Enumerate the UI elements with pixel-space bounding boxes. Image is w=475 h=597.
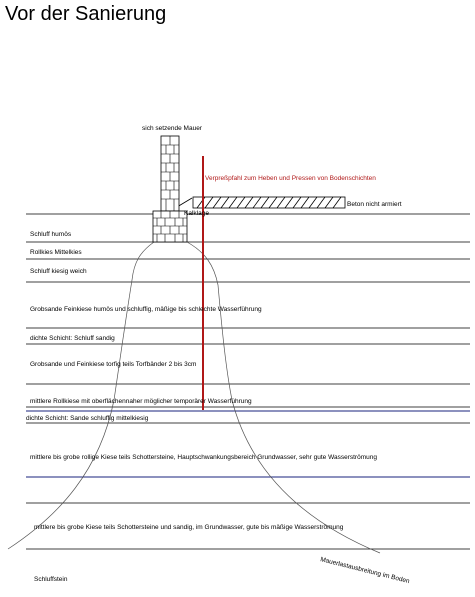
limestone-label: Kalklage <box>184 210 209 217</box>
concrete-label: Beton nicht armiert <box>347 201 402 208</box>
concrete-slab <box>172 197 345 210</box>
layer-label: dichte Schicht: Schluff sandig <box>30 335 115 342</box>
layer-boundaries <box>26 214 470 549</box>
wall-label: sich setzende Mauer <box>142 125 202 132</box>
layer-label: Schluffstein <box>34 576 68 583</box>
layer-label: mittlere bis grobe rollige Kiese teils Schottersteine, Hauptschwankungsbereich Grundwasser, sehr gute Wasserströmung <box>30 454 377 461</box>
diagram-title: Vor der Sanierung <box>5 3 167 25</box>
layer-label: Grobsande Feinkiese humös und schluffig, mäßige bis schlechte Wasserführung <box>30 306 262 313</box>
pile-label: Verpreßpfahl zum Heben und Pressen von Bodenschichten <box>205 175 376 182</box>
load-spread-label: Mauerlastausbreitung im Boden <box>319 556 411 586</box>
layer-label: Schluff humös <box>30 231 72 238</box>
layer-label: dichte Schicht: Sande schluffig mittelkiesig <box>26 415 149 422</box>
layer-label: Rollkies Mittelkies <box>30 249 82 256</box>
layer-label: Grobsande und Feinkiese torfig teils Torfbänder 2 bis 3cm <box>30 361 197 368</box>
layer-label: mittlere bis grobe Kiese teils Schottersteine und sandig, im Grundwasser, gute bis mäßige Wasserströmung <box>34 524 344 531</box>
layer-label: mittlere Rollkiese mit oberflächennaher möglicher temporärer Wasserführung <box>30 398 252 405</box>
layer-label: Schluff kiesig weich <box>30 268 87 275</box>
